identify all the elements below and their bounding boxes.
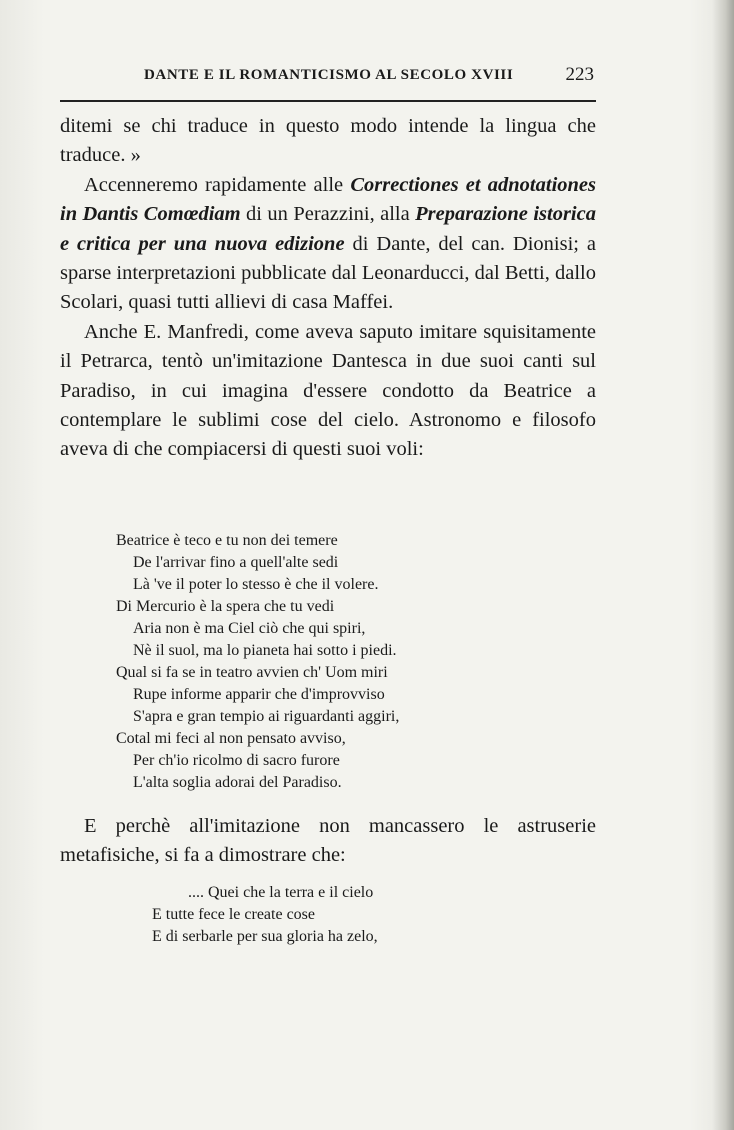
paragraph-text: Accenneremo rapidamente alle xyxy=(84,173,351,196)
paragraph-metafisiche: E perchè all'imitazione non mancassero le astruserie metafisiche, si fa a dimostrare che: xyxy=(60,815,596,867)
verse-line: Cotal mi feci al non pensato avviso, xyxy=(116,730,346,747)
verse-line: Rupe informe apparir che d'improvviso xyxy=(133,686,385,703)
verse-line: S'apra e gran tempio ai riguardanti aggiri, xyxy=(133,708,400,725)
verse-line: Aria non è ma Ciel ciò che qui spiri, xyxy=(133,620,366,637)
page-number: 223 xyxy=(565,64,594,85)
paragraph-manfredi: Anche E. Manfredi, come aveva saputo imitare squisitamente il Petrarca, tentò un'imitazione Dantesca in due suoi canti sul Paradiso, in cui imagina d'essere condotto da Beatrice a contemplare le sublimi cose del cielo. Astronomo e filosofo aveva di che compiacersi di questi suoi voli: xyxy=(60,320,596,461)
work-title-preparazione: Preparazione istorica e critica per una nuova edizione xyxy=(60,203,596,255)
page-header xyxy=(60,63,596,87)
verse-line: L'alta soglia adorai del Paradiso. xyxy=(133,774,342,791)
page-edge-shadow xyxy=(712,0,734,1130)
verse-line: Qual si fa se in teatro avvien ch' Uom miri xyxy=(116,664,388,681)
verse-line: E di serbarle per sua gloria ha zelo, xyxy=(152,928,378,945)
verse-line: .... Quei che la terra e il cielo xyxy=(152,884,374,901)
paragraph-perazzini xyxy=(60,171,596,318)
verse-line: Là 've il poter lo stesso è che il volere. xyxy=(133,576,379,593)
verse-line: De l'arrivar fino a quell'alte sedi xyxy=(133,554,339,571)
verse-quotation-2 xyxy=(152,882,378,948)
header-rule xyxy=(60,100,596,102)
running-title: DANTE E IL ROMANTICISMO AL SECOLO XVIII xyxy=(144,67,514,83)
verse-line: Beatrice è teco e tu non dei temere xyxy=(116,532,338,549)
verse-line: Di Mercurio è la spera che tu vedi xyxy=(116,598,335,615)
main-text-block xyxy=(60,112,596,465)
paragraph-text: di Dante, del can. Dionisi; a sparse interpretazioni pubblicate dal Leonarducci, dal Betti, dallo Scolari, quasi tutti allievi di casa Maffei. xyxy=(60,232,596,314)
verse-quotation-1 xyxy=(116,530,399,794)
verse-line: E tutte fece le create cose xyxy=(152,906,315,923)
work-title-correctiones: Correctiones et adnotationes in Dantis Comœdiam xyxy=(60,173,596,226)
verse-line: Per ch'io ricolmo di sacro furore xyxy=(133,752,340,769)
paragraph-continuation: ditemi se chi traduce in questo modo intende la lingua che traduce. » xyxy=(60,115,596,167)
paragraph-text: di un Perazzini, alla xyxy=(240,203,416,226)
verse-line: Nè il suol, ma lo pianeta hai sotto i piedi. xyxy=(133,642,397,659)
main-text-block-2 xyxy=(60,812,596,871)
